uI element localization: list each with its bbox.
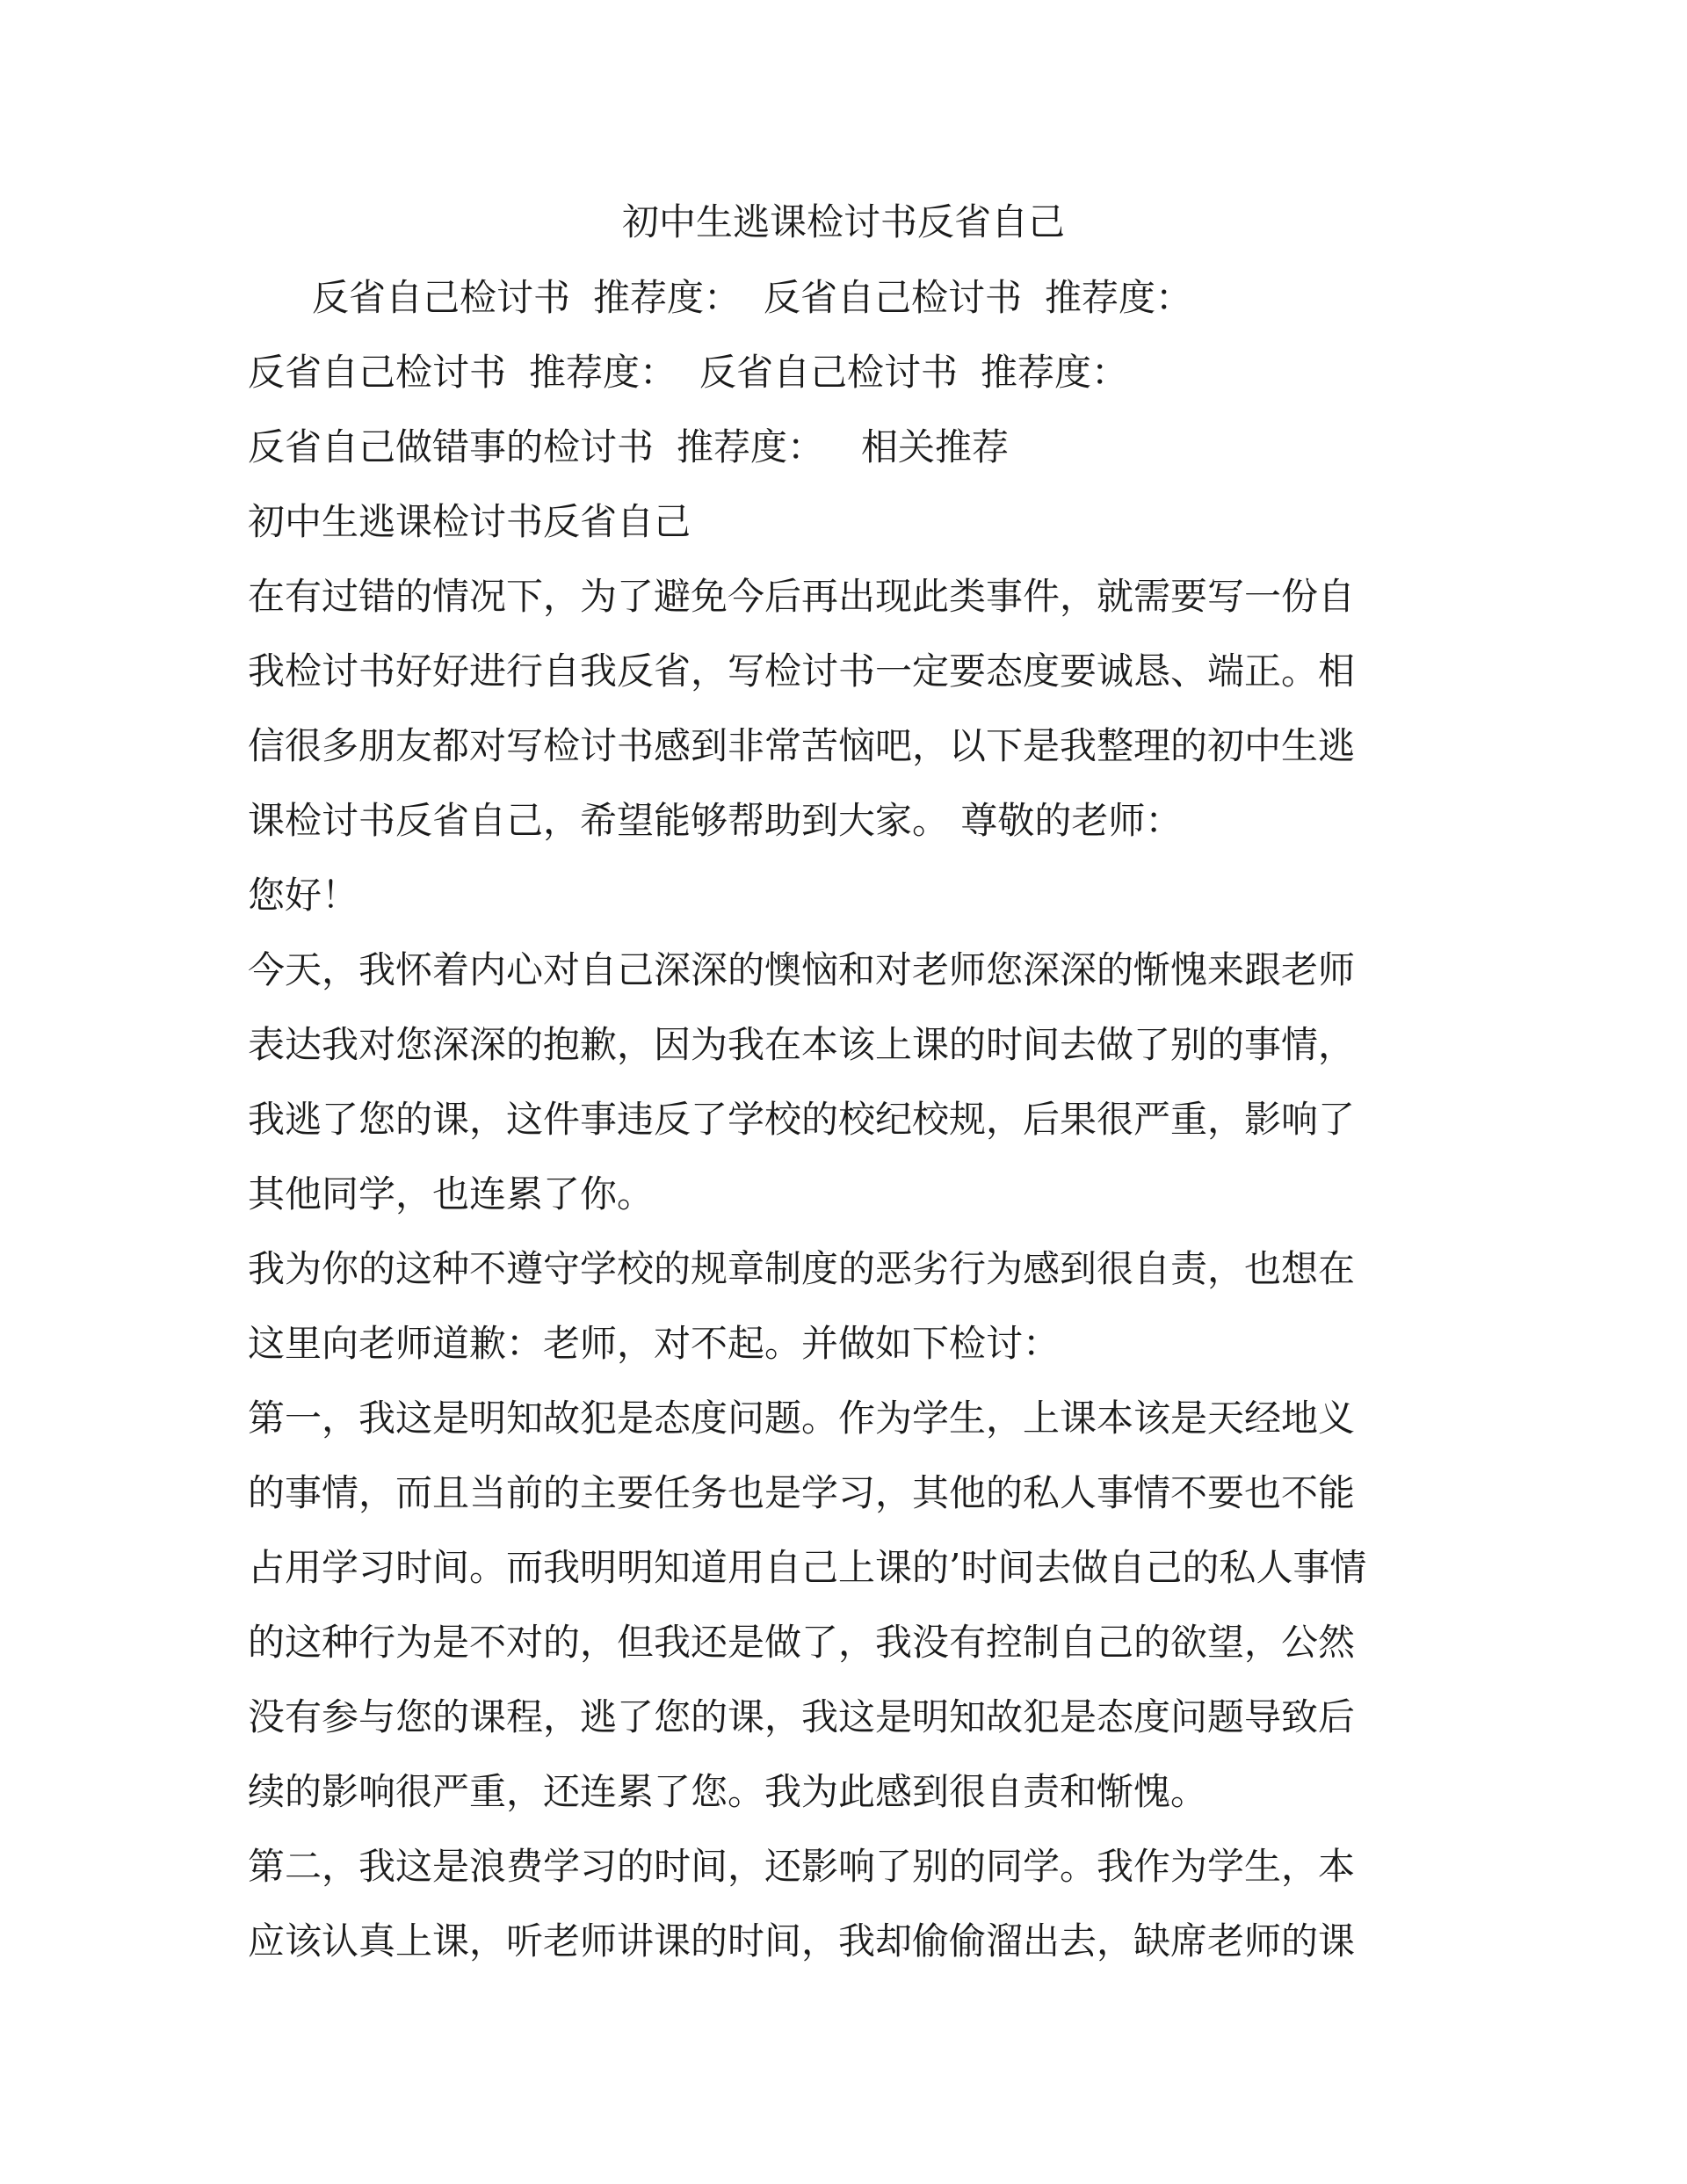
section-subtitle: 初中生逃课检讨书反省自己	[248, 500, 691, 543]
body-line: 信很多朋友都对写检讨书感到非常苦恼吧，以下是我整理的初中生逃	[248, 724, 1356, 767]
body-line: 这里向老师道歉：老师，对不起。并做如下检讨：	[248, 1322, 1061, 1365]
recommend-label: 推荐度：	[593, 276, 742, 319]
recommend-link[interactable]: 反省自己检讨书	[312, 276, 571, 319]
body-line: 课检讨书反省自己，希望能够帮助到大家。 尊敬的老师：	[248, 799, 1183, 842]
recommend-label: 推荐度：	[1045, 276, 1193, 319]
recommend-label: 推荐度：	[529, 351, 677, 394]
recommend-label: 推荐度：	[981, 351, 1129, 394]
body-line: 我逃了您的课，这件事违反了学校的校纪校规，后果很严重，影响了	[248, 1098, 1356, 1141]
body-line: 占用学习时间。而我明明知道用自己上课的’时间去做自己的私人事情	[248, 1546, 1367, 1589]
body-line: 的这种行为是不对的，但我还是做了，我没有控制自己的欲望，公然	[248, 1621, 1356, 1664]
body-line: 其他同学，也连累了你。	[248, 1172, 655, 1215]
body-line: 续的影响很严重，还连累了您。我为此感到很自责和惭愧。	[248, 1770, 1208, 1813]
recommend-link[interactable]: 反省自己检讨书	[248, 351, 507, 394]
body-line: 的事情，而且当前的主要任务也是学习，其他的私人事情不要也不能	[248, 1471, 1356, 1514]
related-recommend-label: 相关推荐	[861, 425, 1010, 468]
recommend-label: 推荐度：	[677, 425, 825, 468]
body-line: 没有参与您的课程，逃了您的课，我这是明知故犯是态度问题导致后	[248, 1695, 1356, 1738]
body-line: 今天，我怀着内心对自己深深的懊恼和对老师您深深的惭愧来跟老师	[248, 948, 1356, 991]
body-line: 应该认真上课，听老师讲课的时间，我却偷偷溜出去，缺席老师的课	[248, 1919, 1356, 1963]
recommend-link[interactable]: 反省自己做错事的检讨书	[248, 425, 655, 468]
recommend-row-1	[312, 267, 1192, 329]
body-line: 在有过错的情况下，为了避免今后再出现此类事件，就需要写一份自	[248, 575, 1356, 618]
body-line: 我为你的这种不遵守学校的规章制度的恶劣行为感到很自责，也想在	[248, 1247, 1356, 1290]
body-line: 第二，我这是浪费学习的时间，还影响了别的同学。我作为学生，本	[248, 1845, 1356, 1888]
recommend-row-3	[248, 417, 1009, 478]
body-line: 我检讨书好好进行自我反省，写检讨书一定要态度要诚恳、端正。相	[248, 649, 1356, 693]
body-line: 您好！	[248, 874, 359, 917]
body-line: 第一，我这是明知故犯是态度问题。作为学生，上课本该是天经地义	[248, 1397, 1356, 1440]
document-title: 初中生逃课检讨书反省自己	[621, 200, 1065, 243]
recommend-link[interactable]: 反省自己检讨书	[764, 276, 1023, 319]
recommend-link[interactable]: 反省自己检讨书	[699, 351, 959, 394]
recommend-row-2	[248, 342, 1128, 403]
body-line: 表达我对您深深的抱歉，因为我在本该上课的时间去做了别的事情，	[248, 1023, 1356, 1066]
